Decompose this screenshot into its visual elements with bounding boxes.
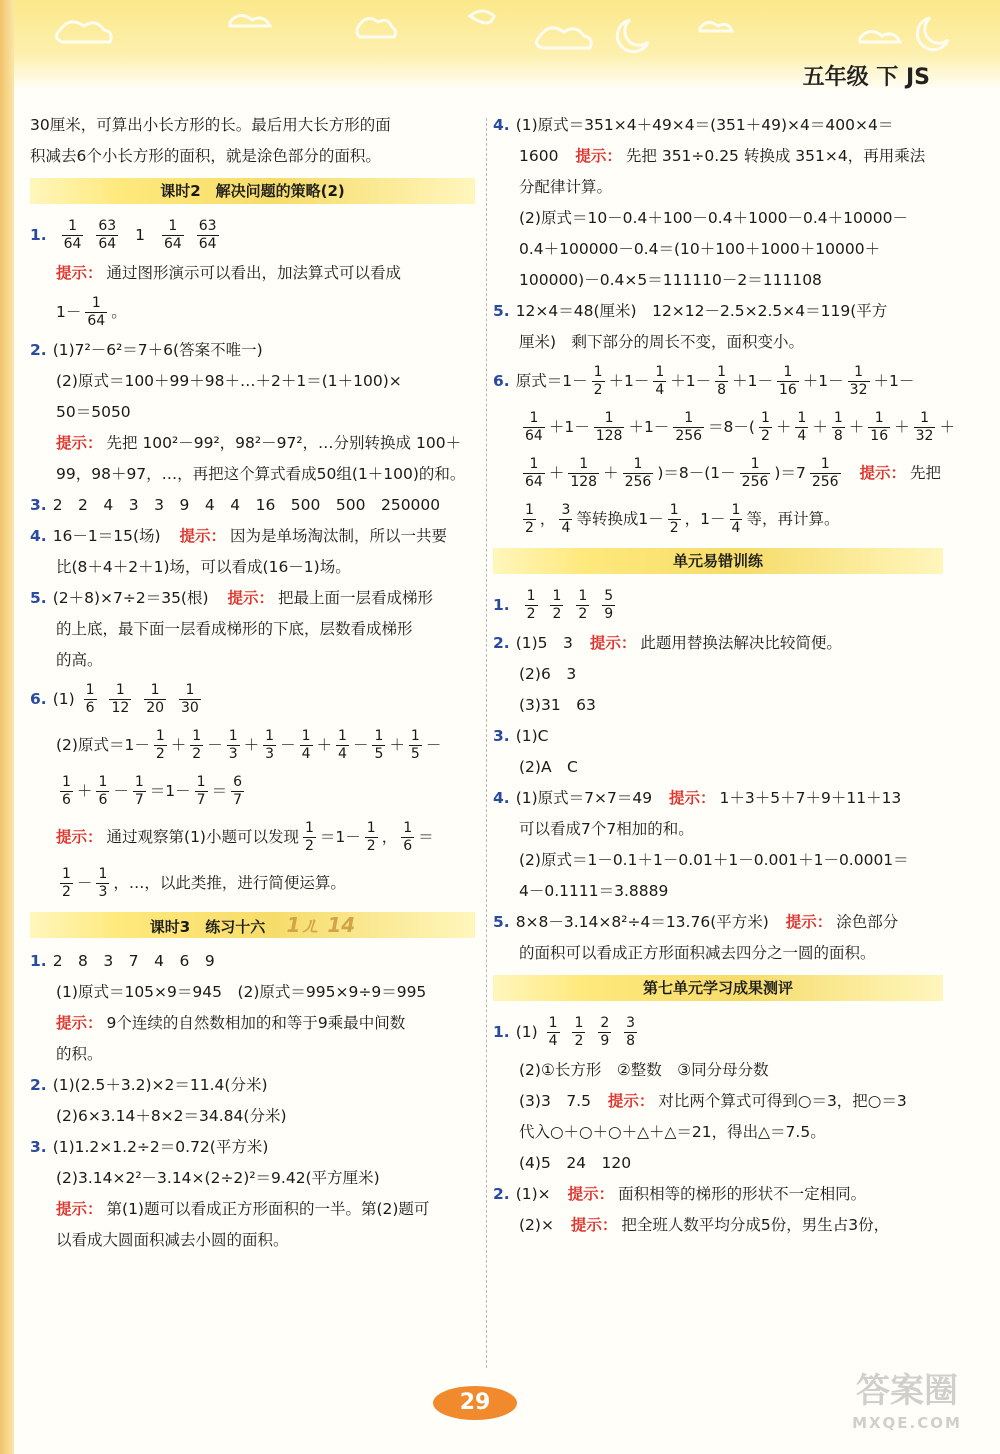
right-column [493,110,955,1241]
left-column [30,110,475,1256]
answer-line: 50＝5050 [56,403,131,421]
answer-line: 2. (1)7²－6²＝7＋6(答案不唯一) [30,341,263,359]
tip-line: 的高。 [56,651,103,669]
fraction: $\frac{3}{8}$ [626,1015,636,1049]
tip-line: 提示： 通过图形演示可以看出，加法算式可以看成 [56,264,402,282]
fraction: $\frac{63}{64}$ [98,218,117,252]
section-header: 课时2 解决问题的策略(2) [30,178,475,204]
answer-line: (2)A C [519,758,578,776]
answer-line: 0.4＋100000－0.4＝(10＋100＋1000＋10000＋ [519,240,881,258]
question-number: 4. [493,116,510,134]
answer-line: (2)6×3.14＋8×2＝34.84(分米) [56,1107,287,1125]
top-banner [0,0,1000,90]
fraction: $\frac{1}{12}$ [111,682,130,716]
answer-line: (1)原式＝105×9＝945 (2)原式＝995×9÷9＝995 [56,983,427,1001]
answer-line: 100000)－0.4×5＝111110－2＝111108 [519,271,822,289]
section-header: 单元易错训练 [493,548,943,574]
page-spine [0,0,14,1454]
tip-line: 提示： 9个连续的自然数相加的和等于9乘最中间数 [56,1014,406,1032]
answer-line: 3. (1)1.2×1.2÷2＝0.72(平方米) [30,1138,269,1156]
answer-line: 5. 8×8－3.14×8²÷4＝13.76(平方米) 提示： 涂色部分 [493,913,899,931]
tip-line: 提示： 第(1)题可以看成正方形面积的一半。第(2)题可 [56,1200,430,1218]
tip-label: 提示： [669,789,716,807]
fraction: $\frac{2}{9}$ [600,1015,610,1049]
intro-line: 30厘米，可算出小长方形的长。最后用大长方形的面 [30,116,391,134]
tip-label: 提示： [785,913,833,931]
tip-line: 提示： 通过观察第(1)小题可以发现 $\frac{1}{2}$ ＝1－ $\frac{1}{2}$ ， $\frac{1}{6}$ ＝ [56,820,434,854]
answer-value: 1 [135,226,146,244]
watermark-cn: 答案圈 [856,1371,958,1411]
answer-line: 3. (1)C [493,727,549,745]
question-number: 2. [30,1076,47,1094]
question-number: 2. [30,341,47,359]
question-number: 2. [493,1185,510,1203]
answer-line: 4. (1)原式＝7×7＝49 提示： 1＋3＋5＋7＋9＋11＋13 [493,789,902,807]
tip-label: 提示： [567,1185,615,1203]
question-number: 2. [493,634,510,652]
fraction: $\frac{1}{2}$ [526,588,536,622]
question-number: 3. [30,496,47,514]
question-number: 1. [30,952,47,970]
answer-line: 6. 原式＝1－ $\frac{1}{2}$ ＋1－ $\frac{1}{4}$ ＋1－ $\frac{1}{8}$ ＋1－ $\frac{1}{16}$ ＋1－ $\frac{1}{32}$ ＋1－ [493,364,915,398]
tip-label: 提示： [56,434,103,452]
tip-line: 1－ $\frac{1}{64}$ 。 [56,295,127,329]
fraction: $\frac{1}{64}$ [63,218,82,252]
question-number: 3. [493,727,510,745]
question-number: 3. [30,1138,47,1156]
intro-line: 积减去6个小长方形的面积，就是涂色部分的面积。 [30,147,381,165]
column-divider [486,118,487,1368]
answer-line [493,582,943,628]
answer-line: (2)原式＝1－0.1＋1－0.01＋1－0.001＋1－0.0001＝ [519,851,909,869]
fraction: $\frac{1}{2}$ [552,588,562,622]
tip-line: $\frac{1}{2}$ － $\frac{1}{3}$ ，…，以此类推，进行简便运算。 [62,866,346,900]
fraction: $\frac{1}{2}$ [578,588,588,622]
fraction: $\frac{63}{64}$ [198,218,217,252]
answer-line: (2)原式＝10－0.4＋100－0.4＋1000－0.4＋10000－ [519,209,908,227]
answer-line: $\frac{1}{6}$ ＋ $\frac{1}{6}$ － $\frac{1}{7}$ ＝1－ $\frac{1}{7}$ ＝ $\frac{6}{7}$ [62,774,243,808]
tip-label: 提示： [56,1200,103,1218]
question-number: 1. [30,226,47,244]
tip-label: 提示： [56,1014,103,1032]
question-number: 1. [493,596,510,614]
answer-line: 4. (1)原式＝351×4＋49×4＝(351＋49)×4＝400×4＝ [493,116,894,134]
question-number: 6. [493,372,510,390]
handwritten-note: 1ㄦ 14 [286,913,356,937]
question-number: 6. [30,690,47,708]
answer-line: 5. (2＋8)×7÷2＝35(根) 提示： 把最上面一层看成梯形 [30,589,433,607]
tip-line: 分配律计算。 [519,178,613,196]
answer-line: 5. 12×4＝48(厘米) 12×12－2.5×2.5×4＝119(平方 [493,302,888,320]
question-number: 4. [493,789,510,807]
fraction: $\frac{1}{30}$ [180,682,199,716]
tip-label: 提示： [859,464,906,482]
question-number: 5. [493,302,510,320]
answer-line: 1. 2 8 3 7 4 6 9 [30,952,215,970]
fraction: $\frac{1}{4}$ [548,1015,558,1049]
fraction: $\frac{1}{64}$ [87,295,106,329]
answer-line: (3)3 7.5 提示： 对比两个算式可得到○＝3，把○＝3 [519,1092,907,1110]
answer-line: (2)× 提示： 把全班人数平均分成5份，男生占3份， [519,1216,890,1234]
page-number: 29 [433,1386,517,1420]
answer-line: 2. (1)5 3 提示： 此题用替换法解决比较简便。 [493,634,842,652]
grade-label: 五年级 下 JS [802,65,930,90]
answer-line: (3)31 63 [519,696,596,714]
answer-line: (2)原式＝1－ $\frac{1}{2}$ ＋ $\frac{1}{2}$ － $\frac{1}{3}$ ＋ $\frac{1}{3}$ － $\frac{1}{4}$ ＋ $\frac{1}{4}$ － $\frac{1}{5}$ ＋ $\frac{1}{5}$ － [56,728,442,762]
fraction: $\frac{1}{64}$ [163,218,182,252]
tip-line: 比(8＋4＋2＋1)场，可以看成(16－1)场。 [56,558,351,576]
section-header: 课时3 练习十六 1ㄦ 14 [30,912,475,938]
answer-line: 4－0.1111＝3.8889 [519,882,669,900]
answer-line: $\frac{1}{64}$ ＋1－ $\frac{1}{128}$ ＋1－ $\frac{1}{256}$ ＝8－( $\frac{1}{2}$ ＋ $\frac{1}{4}$ ＋ $\frac{1}{8}$ ＋ $\frac{1}{16}$ ＋ $\frac{1}{32}$ ＋ [525,410,955,444]
answer-line: 6. (1) $\frac{1}{6}$ $\frac{1}{12}$ $\frac{1}{20}$ $\frac{1}{30}$ [30,682,199,716]
question-number: 4. [30,527,47,545]
fraction: $\frac{5}{9}$ [604,588,614,622]
tip-line: $\frac{1}{2}$ ， $\frac{3}{4}$ 等转换成1－ $\frac{1}{2}$ ，1－ $\frac{1}{4}$ 等，再计算。 [525,502,840,536]
answer-line: 4. 16－1＝15(场) 提示： 因为是单场淘汰制，所以一共要 [30,527,448,545]
answer-line: $\frac{1}{64}$ ＋ $\frac{1}{128}$ ＋ $\frac{1}{256}$ )＝8－(1－ $\frac{1}{256}$ )＝7 $\frac{1}{256}$ 提示： 先把 [525,456,942,490]
tip-line: 提示： 先把 100²－99²，98²－97²，…分别转换成 100＋ [56,434,462,452]
answer-line: (2)①长方形 ②整数 ③同分母分数 [519,1061,769,1079]
tip-line: 的上底，最下面一层看成梯形的下底，层数看成梯形 [56,620,413,638]
answer-line: 1. (1) $\frac{1}{4}$ $\frac{1}{2}$ $\frac{2}{9}$ $\frac{3}{8}$ [493,1015,636,1049]
question-number: 1. [493,1023,510,1041]
tip-line: 以看成大圆面积减去小圆的面积。 [56,1231,289,1249]
tip-label: 提示： [589,634,637,652]
tip-line: 代入○＋○＋○＋△＋△＝21，得出△＝7.5。 [519,1123,826,1141]
section-header: 第七单元学习成果测评 [493,975,943,1001]
watermark [832,1368,982,1448]
tip-label: 提示： [227,589,274,607]
question-number: 5. [30,589,47,607]
tip-label: 提示： [607,1092,655,1110]
fraction: $\frac{1}{20}$ [146,682,165,716]
watermark-en: MXQE.COM [852,1414,962,1432]
tip-label: 提示： [56,264,103,282]
answer-line: 2. (1)(2.5＋3.2)×2＝11.4(分米) [30,1076,268,1094]
fraction: $\frac{1}{6}$ [85,682,95,716]
answer-line: 3. 2 2 4 3 3 9 4 4 16 500 500 250000 [30,496,441,514]
answer-line: (2)原式＝100＋99＋98＋…＋2＋1＝(1＋100)× [56,372,402,390]
tip-label: 提示： [570,1216,618,1234]
answer-line: (2)6 3 [519,665,577,683]
tip-label: 提示： [179,527,227,545]
tip-line: 的积。 [56,1045,103,1063]
tip-line: 的面积可以看成正方形面积减去四分之一圆的面积。 [519,944,876,962]
fraction: $\frac{1}{2}$ [574,1015,584,1049]
tip-label: 提示： [56,828,103,846]
tip-label: 提示： [575,147,622,165]
tip-line: 可以看成7个7相加的和。 [519,820,694,838]
answer-line: (2)3.14×2²－3.14×(2÷2)²＝9.42(平方厘米) [56,1169,380,1187]
answer-line [30,212,475,258]
answer-line: 2. (1)× 提示： 面积相等的梯形的形状不一定相同。 [493,1185,867,1203]
tip-line: 99，98＋97，…，再把这个算式看成50组(1＋100)的和。 [56,465,466,483]
answer-line: 1600 提示： 先把 351÷0.25 转换成 351×4，再用乘法 [519,147,926,165]
question-number: 5. [493,913,510,931]
answer-line: (4)5 24 120 [519,1154,632,1172]
answer-line: 厘米) 剩下部分的周长不变，面积变小。 [519,333,805,351]
